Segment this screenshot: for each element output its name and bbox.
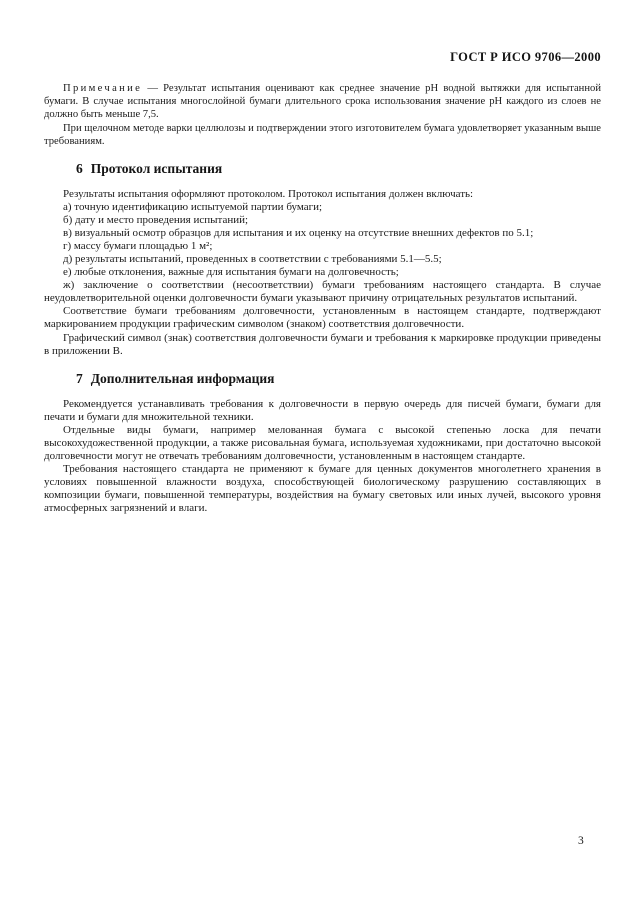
page-content [44,50,601,515]
paragraph: Отдельные виды бумаги, например мелованная бумага с высокой степенью лоска для печати высокохудожественной продукции, а также рисовальная бумага, используемая художниками, при достаточно высокой долговечности могут не отвечать требованиям долговечности, установленным в настоящем стандарте. [44,423,601,462]
note-text: — Результат испытания оценивают как среднее значение pH водной вытяжки для испытанной бумаги. В случае испытания многослойной бумаги длительного срока использования значение pH каждого из слоев не должно быть меньше 7,5. [44,83,601,121]
section-number: 7 [76,370,83,386]
section-6-heading [76,161,601,177]
note-label: Примечание [63,83,143,94]
list-item: ж) заключение о соответствии (несоответствии) бумаги требованиям настоящего стандарта. В случае неудовлетворительной оценки долговечности бумаги указывают причину отрицательных результатов испытаний. [44,279,601,305]
section-title: Дополнительная информация [90,370,275,386]
list-item: д) результаты испытаний, проведенных в соответствии с требованиями 5.1—5.5; [63,253,442,266]
list-item: а) точную идентификацию испытуемой партии бумаги; [63,201,323,214]
paragraph: Соответствие бумаги требованиям долговечности, установленным в настоящем стандарте, подтверждают маркированием продукции графическим символом (знаком) соответствия долговечности. [44,305,601,331]
list-item: в) визуальный осмотр образцов для испытания и их оценку на отсутствие внешних дефектов по 5.1; [63,227,534,240]
note-block [44,82,601,148]
section-7-heading [76,371,601,387]
running-header [44,50,601,65]
paragraph: Рекомендуется устанавливать требования к долговечности в первую очередь для писчей бумаги, бумаги для печати и бумаги для множительной техники. [44,397,601,423]
page-number: 3 [578,835,584,847]
list-item: г) массу бумаги площадью 1 м²; [63,240,213,253]
section-7-body [44,398,601,515]
list-item: е) любые отклонения, важные для испытания бумаги на долговечность; [63,266,399,279]
paragraph: Графический символ (знак) соответствия долговечности бумаги и требования к маркировке продукции приведены в приложении В. [44,331,601,357]
note-paragraph [44,82,601,122]
paragraph: Результаты испытания оформляют протоколом. Протокол испытания должен включать: [63,188,474,201]
section-title: Протокол испытания [90,161,223,177]
paragraph: Требования настоящего стандарта не применяют к бумаге для ценных документов многолетнего хранения в условиях повышенной влажности воздуха, способствующей биологическому разрушению составляющих в композиции бумаги, повышенной температуры, воздействия на бумагу световых или иных лучей, высокого уровня атмосферных загрязнений и влаги. [44,462,601,514]
note-paragraph: При щелочном методе варки целлюлозы и подтверждении этого изготовителем бумага удовлетворяет указанным выше требованиям. [44,122,601,147]
section-6-body [44,188,601,358]
standard-designation: ГОСТ Р ИСО 9706—2000 [450,50,601,64]
section-number: 6 [76,161,83,177]
list-item: б) дату и место проведения испытаний; [63,214,249,227]
